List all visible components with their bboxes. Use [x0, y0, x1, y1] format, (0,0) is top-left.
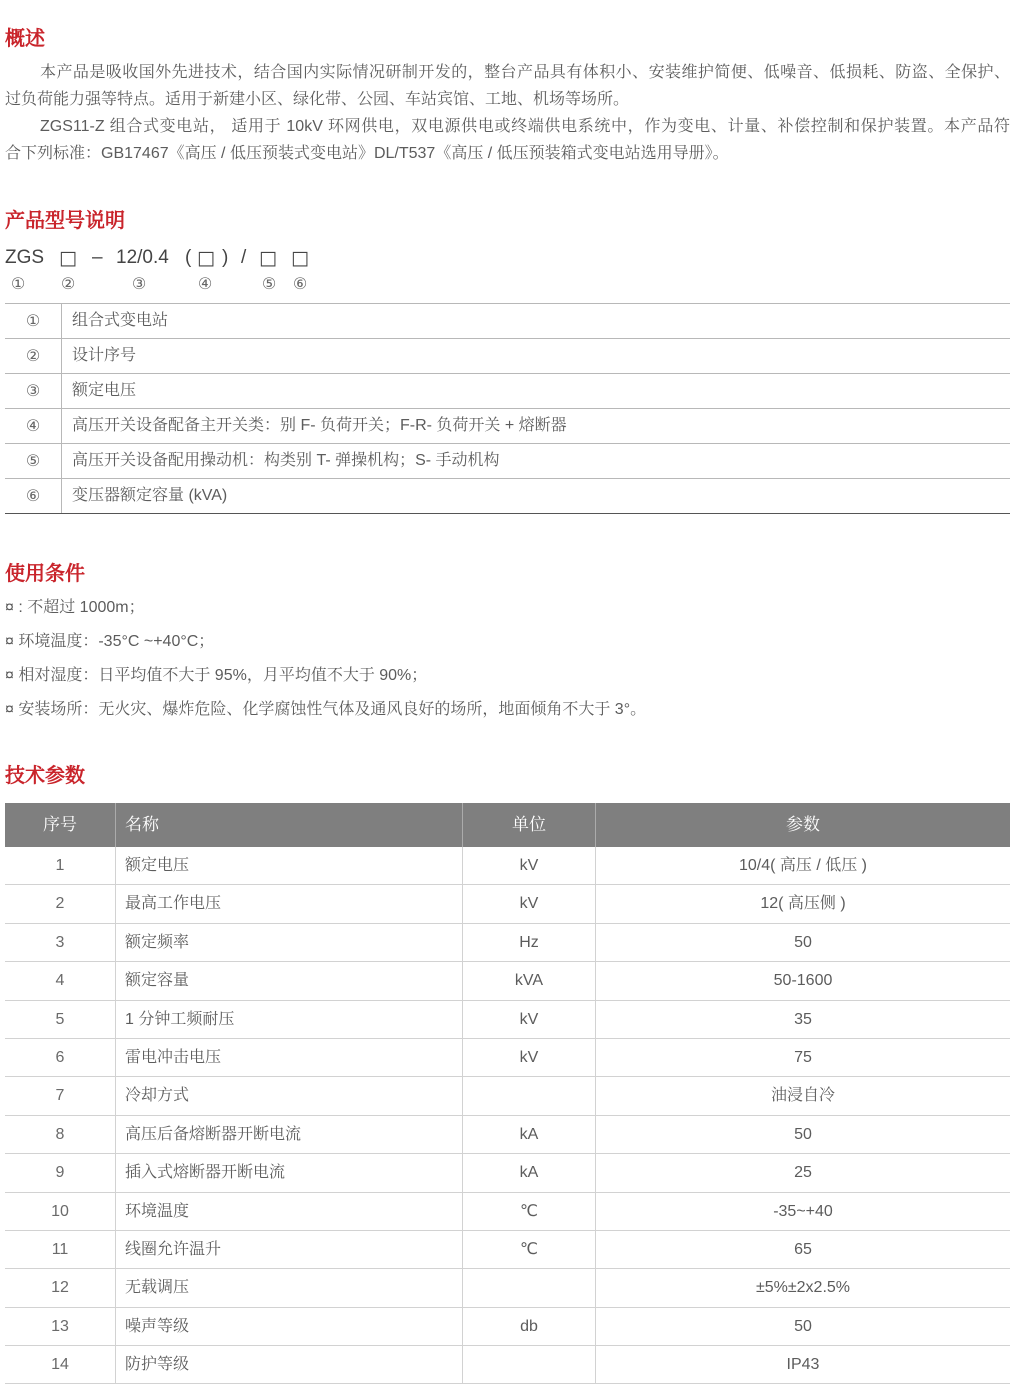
- row-marker: ②: [5, 339, 62, 373]
- param-unit: [463, 1269, 596, 1306]
- list-item: ¤ 安装场所：无火灾、爆炸危险、化学腐蚀性气体及通风良好的场所，地面倾角不大于 3°。: [5, 701, 647, 718]
- param-value: 50: [794, 1317, 812, 1335]
- param-unit: [463, 1077, 596, 1114]
- model-code-box: □: [259, 247, 277, 269]
- model-code-prefix: ZGS: [5, 247, 45, 268]
- param-value: 65: [794, 1240, 812, 1258]
- param-name: 额定频率: [116, 924, 463, 961]
- table-row: [5, 409, 1010, 444]
- row-description: 变压器额定容量 (kVA): [72, 487, 228, 504]
- row-number: 10: [5, 1193, 116, 1230]
- overview-heading: 概述: [5, 26, 45, 50]
- param-name: 额定容量: [116, 962, 463, 999]
- table-row: [5, 962, 1010, 1000]
- list-item: ¤ 相对湿度：日平均值不大于 95%，月平均值不大于 90%；: [5, 667, 428, 684]
- row-number: 8: [5, 1116, 116, 1153]
- param-name: 无载调压: [116, 1269, 463, 1306]
- table-row: [5, 1269, 1010, 1307]
- param-unit: ℃: [463, 1231, 596, 1268]
- table-row: [5, 1001, 1010, 1039]
- param-unit: kV: [463, 1039, 596, 1076]
- paragraph-line: 合下列标准：GB17467《高压 / 低压预装式变电站》DL/T537《高压 / 低压预装箱式变电站选用导册》。: [5, 145, 729, 162]
- param-unit: kV: [463, 1001, 596, 1038]
- param-value: 35: [794, 1010, 812, 1028]
- param-name: 线圈允许温升: [116, 1231, 463, 1268]
- row-marker: ⑤: [5, 444, 62, 478]
- table-row: [5, 374, 1010, 409]
- row-number: 14: [5, 1346, 116, 1383]
- row-marker: ⑥: [5, 479, 62, 513]
- model-heading: 产品型号说明: [5, 208, 125, 232]
- model-code-paren-close: ): [222, 247, 229, 268]
- param-value: 75: [794, 1048, 812, 1066]
- paragraph-line: 本产品是吸收国外先进技术，结合国内实际情况研制开发的，整台产品具有体积小、安装维护简便、低噪音、低损耗、防盗、全保护、: [40, 64, 1010, 81]
- table-row: [5, 1154, 1010, 1192]
- model-code-dash: –: [92, 247, 103, 268]
- tech-params-table: [5, 803, 1010, 1384]
- row-number: 13: [5, 1308, 116, 1345]
- model-code-marker: ⑤: [261, 274, 277, 293]
- model-code-slash: /: [241, 247, 247, 268]
- overview-body: [5, 59, 1010, 167]
- paragraph-line: 过负荷能力强等特点。适用于新建小区、绿化带、公园、车站宾馆、工地、机场等场所。: [5, 91, 630, 108]
- column-header-unit: 单位: [463, 803, 596, 847]
- row-description: 组合式变电站: [72, 312, 169, 329]
- param-value: 25: [794, 1164, 812, 1182]
- row-marker: ①: [5, 304, 62, 338]
- conditions-heading: 使用条件: [5, 561, 85, 585]
- column-header-value: 参数: [786, 815, 820, 834]
- param-unit: kVA: [463, 962, 596, 999]
- row-number: 5: [5, 1001, 116, 1038]
- param-name: 插入式熔断器开断电流: [116, 1154, 463, 1191]
- model-code-box: □: [59, 247, 77, 269]
- param-name: 防护等级: [116, 1346, 463, 1383]
- param-unit: kV: [463, 885, 596, 922]
- model-code-voltage: 12/0.4: [116, 247, 169, 268]
- table-row: [5, 1308, 1010, 1346]
- model-code-marker: ③: [131, 274, 147, 293]
- table-row: [5, 1116, 1010, 1154]
- param-unit: kV: [463, 847, 596, 884]
- row-description: 额定电压: [72, 382, 137, 399]
- param-unit: [463, 1346, 596, 1383]
- conditions-list: [5, 591, 1010, 727]
- param-value: 12( 高压侧 ): [760, 895, 846, 913]
- param-unit: db: [463, 1308, 596, 1345]
- param-unit: Hz: [463, 924, 596, 961]
- row-description: 高压开关设备配用操动机：构类别 T- 弹操机构；S- 手动机构: [72, 452, 500, 469]
- paragraph-line: ZGS11-Z 组合式变电站， 适用于 10kV 环网供电，双电源供电或终端供电系统中，作为变电、计量、补偿控制和保护装置。本产品符: [40, 118, 1010, 135]
- table-row: [5, 1231, 1010, 1269]
- model-explanation-table: [5, 303, 1010, 514]
- table-row: [5, 1039, 1010, 1077]
- row-marker: ④: [5, 409, 62, 443]
- table-header: [5, 803, 1010, 847]
- table-row: [5, 304, 1010, 339]
- param-name: 最高工作电压: [116, 885, 463, 922]
- param-name: 额定电压: [116, 847, 463, 884]
- column-header-number: 序号: [5, 803, 116, 847]
- row-number: 12: [5, 1269, 116, 1306]
- list-item: ¤ : 不超过 1000m；: [5, 599, 145, 616]
- table-row: [5, 339, 1010, 374]
- param-value: ±5%±2x2.5%: [755, 1279, 851, 1297]
- row-description: 设计序号: [72, 347, 137, 364]
- model-code: [0, 246, 340, 270]
- table-row: [5, 1346, 1010, 1384]
- row-number: 9: [5, 1154, 116, 1191]
- list-item: ¤ 环境温度：-35°C ~+40°C；: [5, 633, 215, 650]
- table-row: [5, 924, 1010, 962]
- row-description: 高压开关设备配备主开关类：别 F- 负荷开关；F-R- 负荷开关 + 熔断器: [72, 417, 567, 434]
- model-code-box: □: [197, 247, 215, 269]
- row-number: 6: [5, 1039, 116, 1076]
- table-row: [5, 444, 1010, 479]
- param-name: 环境温度: [116, 1193, 463, 1230]
- param-name: 冷却方式: [116, 1077, 463, 1114]
- param-value: 油浸自冷: [770, 1087, 835, 1105]
- model-code-marker: ①: [10, 274, 26, 293]
- param-value: IP43: [786, 1356, 820, 1374]
- model-code-markers: [0, 274, 340, 294]
- param-unit: kA: [463, 1154, 596, 1191]
- param-value: 50: [794, 1125, 812, 1143]
- row-number: 3: [5, 924, 116, 961]
- model-code-marker: ②: [60, 274, 76, 293]
- param-unit: ℃: [463, 1193, 596, 1230]
- param-unit: kA: [463, 1116, 596, 1153]
- param-name: 雷电冲击电压: [116, 1039, 463, 1076]
- row-number: 4: [5, 962, 116, 999]
- column-header-name: 名称: [116, 803, 463, 847]
- table-row: [5, 479, 1010, 514]
- model-code-paren-open: (: [185, 247, 192, 268]
- param-name: 1 分钟工频耐压: [116, 1001, 463, 1038]
- row-number: 7: [5, 1077, 116, 1114]
- row-number: 11: [5, 1231, 116, 1268]
- param-value: 10/4( 高压 / 低压 ): [738, 857, 868, 874]
- tech-params-heading: 技术参数: [5, 763, 85, 787]
- param-value: 50-1600: [773, 972, 833, 990]
- table-row: [5, 1077, 1010, 1115]
- table-row: [5, 1193, 1010, 1231]
- row-number: 1: [5, 847, 116, 884]
- row-marker: ③: [5, 374, 62, 408]
- table-row: [5, 885, 1010, 923]
- param-name: 高压后备熔断器开断电流: [116, 1116, 463, 1153]
- table-row: [5, 847, 1010, 885]
- param-value: -35~+40: [773, 1202, 833, 1220]
- row-number: 2: [5, 885, 116, 922]
- param-value: 50: [794, 933, 812, 951]
- model-code-box: □: [291, 247, 309, 269]
- model-code-marker: ④: [197, 274, 213, 293]
- param-name: 噪声等级: [116, 1308, 463, 1345]
- model-code-marker: ⑥: [292, 274, 308, 293]
